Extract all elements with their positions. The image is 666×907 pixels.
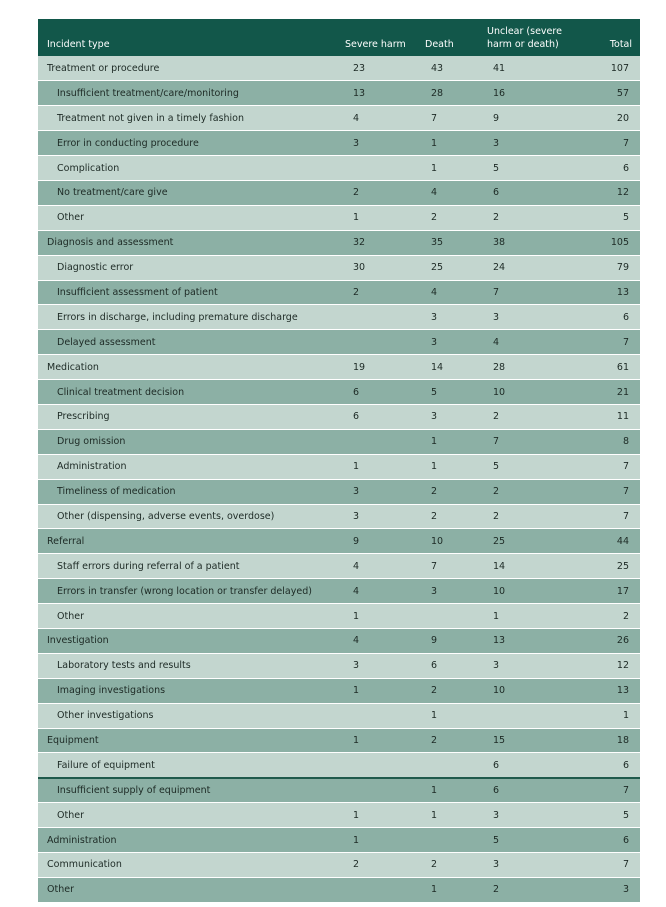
cell-death: 35 [431,237,444,249]
cell-total: 7 [622,785,629,797]
cell-total: 6 [622,759,629,771]
subcategory-row [38,604,640,629]
header-unclear-line2: harm or death) [487,39,559,50]
cell-total: 13 [616,286,629,298]
cell-death [408,604,483,629]
cell-severe-harm: 3 [353,486,360,498]
cell-total: 7 [622,461,629,473]
cell-unclear: 2 [493,212,500,224]
cell-unclear: 15 [493,734,506,746]
row-label: Other [47,884,74,896]
cell-death [408,753,483,778]
cell-severe-harm: 1 [353,834,360,846]
table-header-row [38,19,640,56]
row-label: Insufficient supply of equipment [57,785,211,797]
row-label: Timeliness of medication [57,486,176,498]
row-label: Error in conducting procedure [57,137,199,149]
cell-death: 2 [431,685,438,697]
subcategory-row [38,504,640,529]
category-row [38,828,640,853]
category-row [38,853,640,878]
cell-unclear: 7 [493,436,500,448]
cell-unclear: 41 [493,62,506,74]
category-row [38,529,640,554]
category-row [38,230,640,255]
cell-severe-harm: 9 [353,535,360,547]
cell-total: 1 [622,710,629,722]
cell-unclear: 25 [493,535,506,547]
cell-total: 44 [616,535,629,547]
subcategory-row [38,703,640,728]
row-label: Referral [47,535,85,547]
category-row [38,877,640,902]
row-label: Other (dispensing, adverse events, overdose) [57,510,275,522]
subcategory-row [38,305,640,330]
cell-death: 9 [431,635,438,647]
table-body [38,56,640,902]
cell-death: 3 [431,411,438,423]
cell-death: 2 [431,486,438,498]
cell-unclear: 38 [493,237,506,249]
row-label: Other [57,212,84,224]
subcategory-row [38,429,640,454]
cell-total: 18 [616,734,629,746]
cell-total: 107 [610,62,629,74]
cell-severe-harm: 4 [353,635,360,647]
category-row [38,56,640,81]
cell-death: 1 [431,785,438,797]
row-label: Medication [47,361,99,373]
incident-table-container [38,19,640,903]
cell-death: 1 [431,162,438,174]
cell-total: 105 [610,237,629,249]
cell-severe-harm: 30 [353,262,366,274]
cell-severe-harm: 2 [353,859,360,871]
cell-unclear: 3 [493,809,500,821]
subcategory-row [38,131,640,156]
cell-severe-harm: 13 [353,87,366,99]
row-label: Errors in transfer (wrong location or transfer delayed) [57,585,312,597]
row-label: Treatment not given in a timely fashion [57,112,244,124]
row-label: Imaging investigations [57,685,166,697]
cell-severe-harm: 6 [353,411,360,423]
cell-unclear: 16 [493,87,506,99]
cell-severe-harm: 23 [353,62,366,74]
row-label: Prescribing [57,411,110,423]
cell-total: 5 [622,212,629,224]
cell-unclear: 1 [493,610,500,622]
cell-death: 2 [431,859,438,871]
cell-severe-harm: 3 [353,510,360,522]
cell-severe-harm [318,753,408,778]
cell-death: 7 [431,112,438,124]
cell-total: 25 [616,560,629,572]
row-label: Delayed assessment [57,336,156,348]
cell-death: 43 [431,62,444,74]
cell-unclear: 2 [493,510,500,522]
cell-death: 1 [431,710,438,722]
cell-unclear: 10 [493,386,506,398]
cell-severe-harm: 1 [353,809,360,821]
cell-total: 17 [616,585,629,597]
cell-death: 14 [431,361,444,373]
cell-unclear: 28 [493,361,506,373]
cell-severe-harm [318,429,408,454]
cell-severe-harm: 1 [353,734,360,746]
row-label: Staff errors during referral of a patient [57,560,240,572]
cell-death: 1 [431,436,438,448]
cell-death: 5 [431,386,438,398]
subcategory-row [38,156,640,181]
header-unclear-line1: Unclear (severe [487,26,562,37]
cell-total: 57 [616,87,629,99]
row-label: Errors in discharge, including premature discharge [57,311,298,323]
row-label: Administration [57,461,127,473]
subcategory-row [38,255,640,280]
cell-death: 25 [431,262,444,274]
cell-unclear: 10 [493,585,506,597]
cell-death: 4 [431,286,438,298]
cell-death: 2 [431,510,438,522]
incident-table [38,19,640,903]
subcategory-row [38,106,640,131]
cell-death: 3 [431,311,438,323]
cell-severe-harm: 1 [353,212,360,224]
row-label: Equipment [47,734,99,746]
cell-total: 13 [616,685,629,697]
cell-unclear: 4 [493,336,500,348]
cell-severe-harm: 6 [353,386,360,398]
cell-total: 21 [616,386,629,398]
cell-severe-harm [318,703,408,728]
cell-severe-harm [318,778,408,803]
cell-severe-harm: 1 [353,685,360,697]
row-label: Laboratory tests and results [57,660,191,672]
cell-severe-harm: 32 [353,237,366,249]
row-label: Diagnostic error [57,262,134,274]
cell-unclear: 2 [493,486,500,498]
subcategory-row [38,678,640,703]
cell-death: 10 [431,535,444,547]
cell-total: 7 [622,336,629,348]
cell-unclear: 5 [493,834,500,846]
subcategory-row [38,81,640,106]
row-label: Drug omission [57,436,126,448]
cell-death: 3 [431,336,438,348]
row-label: Failure of equipment [57,759,155,771]
category-row [38,628,640,653]
header-total: Total [609,39,632,50]
cell-unclear: 6 [493,759,500,771]
cell-total: 7 [622,859,629,871]
cell-death: 1 [431,461,438,473]
cell-severe-harm: 3 [353,660,360,672]
row-label: Clinical treatment decision [57,386,185,398]
subcategory-row [38,205,640,230]
cell-total: 6 [622,834,629,846]
cell-severe-harm: 2 [353,286,360,298]
cell-death: 3 [431,585,438,597]
cell-unclear: 2 [493,411,500,423]
cell-total: 12 [616,187,629,199]
category-row [38,355,640,380]
cell-death: 1 [431,137,438,149]
cell-total: 2 [622,610,629,622]
cell-death: 2 [431,734,438,746]
cell-total: 20 [616,112,629,124]
subcategory-row [38,330,640,355]
cell-severe-harm [318,877,408,902]
cell-severe-harm [318,305,408,330]
subcategory-row [38,180,640,205]
cell-severe-harm: 4 [353,560,360,572]
cell-unclear: 5 [493,461,500,473]
cell-death: 4 [431,187,438,199]
cell-severe-harm: 1 [353,610,360,622]
subcategory-row [38,280,640,305]
row-label: Insufficient treatment/care/monitoring [57,87,239,99]
cell-total: 26 [616,635,629,647]
subcategory-row [38,404,640,429]
header-incident-type: Incident type [47,39,110,50]
cell-total: 11 [616,411,629,423]
cell-severe-harm: 4 [353,585,360,597]
subcategory-row [38,579,640,604]
cell-death: 1 [431,809,438,821]
cell-unclear: 7 [493,286,500,298]
subcategory-row [38,380,640,405]
row-label: Other [57,610,84,622]
row-label: Administration [47,834,117,846]
cell-severe-harm: 2 [353,187,360,199]
row-label: Investigation [47,635,109,647]
cell-unclear: 6 [493,785,500,797]
cell-death: 28 [431,87,444,99]
cell-unclear: 5 [493,162,500,174]
cell-unclear: 3 [493,859,500,871]
cell-death: 1 [431,884,438,896]
cell-death: 7 [431,560,438,572]
cell-severe-harm [318,330,408,355]
category-row [38,728,640,753]
cell-unclear: 24 [493,262,506,274]
cell-severe-harm: 1 [353,461,360,473]
cell-severe-harm: 4 [353,112,360,124]
subcategory-row [38,753,640,778]
cell-unclear: 3 [493,137,500,149]
subcategory-row [38,554,640,579]
cell-unclear: 2 [493,884,500,896]
row-label: Other investigations [57,710,154,722]
cell-unclear: 13 [493,635,506,647]
cell-unclear: 9 [493,112,500,124]
cell-total: 7 [622,510,629,522]
header-death: Death [425,39,454,50]
cell-unclear: 6 [493,187,500,199]
cell-death: 2 [431,212,438,224]
cell-total: 12 [616,660,629,672]
cell-unclear: 3 [493,311,500,323]
cell-unclear: 14 [493,560,506,572]
cell-total: 7 [622,137,629,149]
row-label: Insufficient assessment of patient [57,286,218,298]
row-label: Other [57,809,84,821]
cell-total: 61 [616,361,629,373]
cell-total: 6 [622,162,629,174]
cell-severe-harm: 19 [353,361,366,373]
cell-unclear: 10 [493,685,506,697]
subcategory-row [38,653,640,678]
cell-total: 7 [622,486,629,498]
cell-severe-harm [318,156,408,181]
cell-death: 6 [431,660,438,672]
row-label: Complication [57,162,120,174]
cell-death [408,828,483,853]
cell-total: 8 [622,436,629,448]
cell-unclear [483,703,573,728]
row-label: Treatment or procedure [47,62,160,74]
cell-unclear: 3 [493,660,500,672]
cell-severe-harm: 3 [353,137,360,149]
subcategory-row [38,803,640,828]
cell-total: 3 [622,884,629,896]
row-label: Communication [47,859,122,871]
row-label: No treatment/care give [57,187,168,199]
cell-total: 5 [622,809,629,821]
row-label: Diagnosis and assessment [47,237,174,249]
subcategory-row [38,479,640,504]
header-unclear [483,19,573,56]
subcategory-row [38,454,640,479]
cell-total: 79 [616,262,629,274]
header-severe-harm: Severe harm [345,39,406,50]
subcategory-row [38,778,640,803]
cell-total: 6 [622,311,629,323]
